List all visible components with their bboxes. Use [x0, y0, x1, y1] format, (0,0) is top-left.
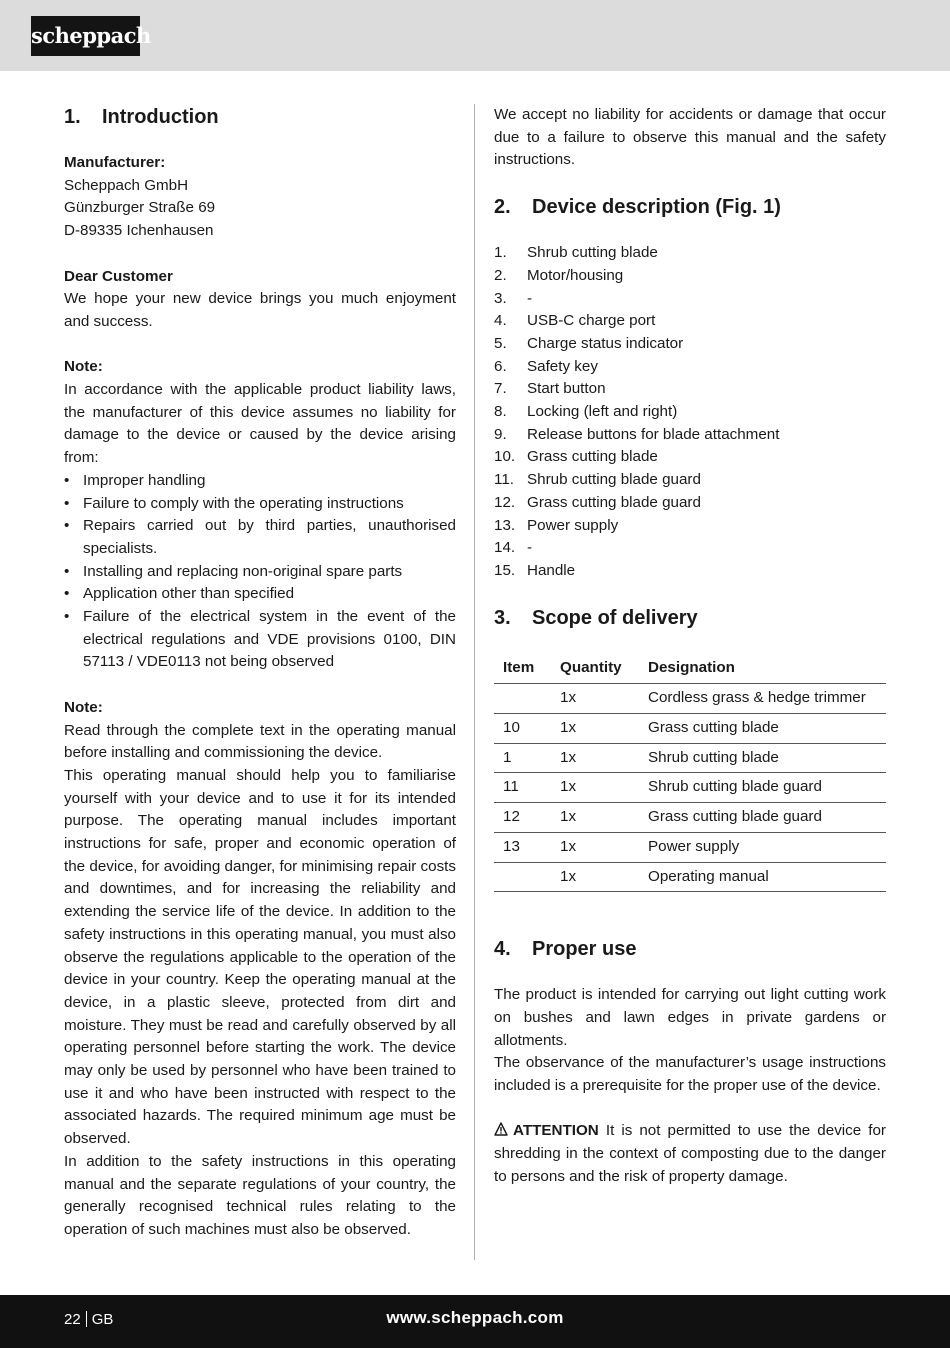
- note-text: In accordance with the applicable product liability laws, the manufacturer of this device assumes no liability for damage to the device or caused by the device arising from:: [64, 381, 456, 467]
- bullet-icon: •: [64, 471, 70, 489]
- table-header-row: [494, 653, 886, 684]
- bullet-icon: •: [64, 562, 70, 580]
- table-cell: 13: [494, 832, 551, 862]
- list-item: 15. Handle: [494, 561, 576, 579]
- section-heading-introduction: 1. Introduction: [64, 106, 219, 128]
- page-header: [0, 0, 950, 71]
- table-cell: Power supply: [639, 832, 886, 862]
- list-item: 11. Shrub cutting blade guard: [494, 471, 701, 489]
- list-item: 7. Start button: [494, 380, 606, 398]
- table-row: [494, 684, 886, 714]
- device-parts-list: [494, 242, 886, 583]
- list-item: • Failure to comply with the operating instructions: [64, 493, 456, 516]
- table-cell: 11: [494, 773, 551, 803]
- table-cell: Shrub cutting blade: [639, 743, 886, 773]
- manufacturer-label: Manufacturer:: [64, 154, 166, 171]
- table-cell: [494, 862, 551, 892]
- list-item: 4. USB-C charge port: [494, 312, 656, 330]
- table-cell: 1: [494, 743, 551, 773]
- table-cell: 1x: [551, 862, 639, 892]
- section-heading-proper-use: 4. Proper use: [494, 938, 637, 961]
- bullet-icon: •: [64, 517, 70, 535]
- attention-label: ATTENTION: [513, 1122, 599, 1140]
- table-cell: [494, 684, 551, 714]
- dear-customer-text: We hope your new device brings you much enjoyment and success.: [64, 290, 456, 330]
- right-column: [494, 104, 886, 1189]
- list-item: 10. Grass cutting blade: [494, 448, 658, 466]
- website-url: www.scheppach.com: [386, 1308, 564, 1327]
- note-label: Note:: [64, 698, 103, 716]
- section-heading-scope-of-delivery: 3. Scope of delivery: [494, 606, 698, 629]
- attention-note: [494, 1120, 886, 1188]
- table-row: [494, 832, 886, 862]
- bullet-icon: •: [64, 585, 70, 603]
- table-cell: Grass cutting blade guard: [639, 803, 886, 833]
- bullet-icon: •: [64, 494, 70, 512]
- bullet-icon: •: [64, 608, 70, 626]
- proper-use-text: The product is intended for carrying out light cutting work on bushes and lawn edges in private gardens or allotments.: [494, 986, 886, 1049]
- table-row: [494, 714, 886, 744]
- table-cell: 1x: [551, 743, 639, 773]
- liability-bullet-list: [64, 470, 456, 674]
- list-item: 12. Grass cutting blade guard: [494, 493, 701, 511]
- list-item: • Repairs carried out by third parties, unauthorised specialists.: [64, 517, 456, 557]
- table-cell: Shrub cutting blade guard: [639, 773, 886, 803]
- note-text: In addition to the safety instructions in this operating manual and the separate regulations of your country, the generally recognised technical rules relating to the operation of such machines must also be observed.: [64, 1152, 456, 1238]
- page-footer: [0, 1295, 950, 1348]
- table-cell: Grass cutting blade: [639, 714, 886, 744]
- list-item: 13. Power supply: [494, 516, 619, 534]
- table-cell: 1x: [551, 773, 639, 803]
- dear-customer-label: Dear Customer: [64, 267, 173, 285]
- table-cell: 12: [494, 803, 551, 833]
- table-cell: 1x: [551, 714, 639, 744]
- section-heading-device-description: 2. Device description (Fig. 1): [494, 196, 781, 219]
- list-item: 2. Motor/housing: [494, 266, 624, 284]
- column-header: Designation: [639, 653, 886, 684]
- list-item: 1. Shrub cutting blade: [494, 244, 658, 262]
- manufacturer-line: Scheppach GmbH: [64, 176, 189, 194]
- list-item: 8. Locking (left and right): [494, 403, 678, 421]
- attention-text: It is not permitted to use the device for shredding in the context of composting due to the danger to persons and the risk of property damage.: [494, 1122, 886, 1185]
- list-item: 3. -: [494, 289, 533, 307]
- warning-triangle-icon: [494, 1122, 508, 1136]
- table-cell: Operating manual: [639, 862, 886, 892]
- proper-use-text: The observance of the manufacturer’s usage instructions included is a prerequisite for the proper use of the device.: [494, 1054, 886, 1095]
- note-text: Read through the complete text in the operating manual before installing and commissioning the device.: [64, 721, 456, 762]
- list-item: • Application other than specified: [64, 583, 456, 606]
- list-item: 9. Release buttons for blade attachment: [494, 425, 780, 443]
- table-cell: Cordless grass & hedge trimmer: [639, 684, 886, 714]
- manufacturer-line: D-89335 Ichenhausen: [64, 222, 214, 240]
- scope-of-delivery-table: [494, 653, 886, 893]
- column-divider: [474, 104, 475, 1260]
- table-row: [494, 803, 886, 833]
- list-item: 6. Safety key: [494, 357, 598, 375]
- left-column: [64, 104, 456, 1242]
- list-item: • Improper handling: [64, 470, 456, 493]
- column-header: Item: [494, 653, 551, 684]
- table-cell: 1x: [551, 684, 639, 714]
- note-text: This operating manual should help you to familiarise yourself with your device and to use it for its intended purpose. The operating manual includes important instructions for safe, proper and economic operation of the device, for avoiding danger, for minimising repair costs and downtimes, and for increasing the reliability and extending the service life of the device. In addition to the safety instructions in this operating manual, you must also observe the regulations applicable to the operation of the device in your country. Keep the operating manual at the device, in a plastic sleeve, protected from dirt and moisture. They must be read and carefully observed by all operating personnel before starting the work. The device may only be used by personnel who have been trained to use it and who have been instructed with respect to the associated hazards. The required minimum age must be observed.: [64, 766, 456, 1148]
- column-header: Quantity: [551, 653, 639, 684]
- list-item: • Failure of the electrical system in the event of the electrical regulations and VDE provisions 0100, DIN 57113 / VDE0113 not being observed: [64, 608, 456, 671]
- table-row: [494, 743, 886, 773]
- note-label: Note:: [64, 358, 103, 376]
- manufacturer-line: Günzburger Straße 69: [64, 199, 216, 217]
- table-row: [494, 862, 886, 892]
- brand-logo: scheppach: [31, 16, 140, 56]
- list-item: 14. -: [494, 539, 533, 557]
- list-item: • Installing and replacing non-original spare parts: [64, 561, 456, 584]
- table-row: [494, 773, 886, 803]
- list-item: 5. Charge status indicator: [494, 334, 684, 352]
- liability-text: We accept no liability for accidents or damage that occur due to a failure to observe this manual and the safety instructions.: [494, 106, 886, 169]
- page-number: 22 GB: [64, 1311, 114, 1328]
- table-cell: 1x: [551, 803, 639, 833]
- table-cell: 1x: [551, 832, 639, 862]
- table-cell: 10: [494, 714, 551, 744]
